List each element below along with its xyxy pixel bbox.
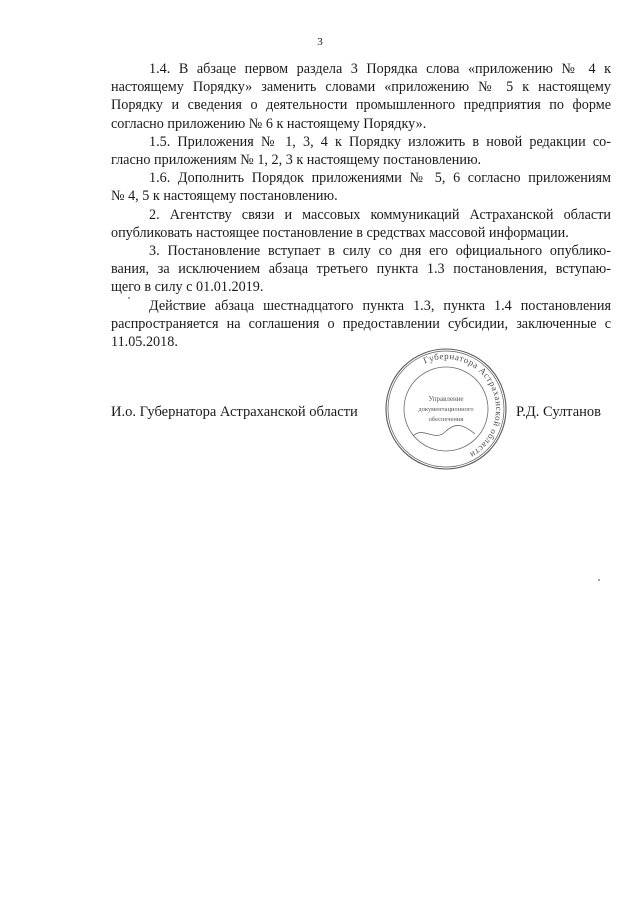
scan-speck [598,579,600,581]
seal-inner-line-2: документационного [418,406,474,413]
page-number: 3 [317,36,323,48]
signature-scribble [413,425,475,436]
signatory-position: И.о. Губернатора Астраханской области [111,404,358,420]
text-line: 11.05.2018. [111,334,178,351]
text-line: 1.6. Дополнить Порядок приложениями № 5, 6 согласно приложениям [149,170,611,187]
text-line: Порядку и сведения о деятельности промышленного предприятия по форме [111,97,611,114]
seal-inner-line-3: обеспечения [428,416,464,423]
text-line: настоящему Порядку» заменить словами «приложению № 5 к настоящему [111,79,611,96]
signatory-name: Р.Д. Султанов [516,404,601,420]
paragraph-1-5 [111,133,611,169]
scan-speck [128,297,130,299]
text-line: распространяется на соглашения о предоставлении субсидии, заключенные с [111,315,611,332]
document-body [111,60,611,351]
text-line: вания, за исключением абзаца третьего пункта 1.3 постановления, вступаю- [111,261,611,278]
paragraph-1-4 [111,60,611,133]
text-line: гласно приложениям № 1, 2, 3 к настоящему постановлению. [111,152,482,169]
text-line: согласно приложению № 6 к настоящему Порядку». [111,115,427,132]
text-line: 2. Агентству связи и массовых коммуникаций Астраханской области [149,206,611,223]
text-line: 1.5. Приложения № 1, 3, 4 к Порядку изложить в новой редакции со- [149,133,611,150]
paragraph-2 [111,206,611,242]
text-line: 3. Постановление вступает в силу со дня его официального опублико- [149,243,611,260]
official-seal [383,346,509,472]
text-line: № 4, 5 к настоящему постановлению. [111,188,338,205]
paragraph-effect [111,297,611,352]
text-line: Действие абзаца шестнадцатого пункта 1.3, пункта 1.4 постановления [149,297,611,314]
seal-inner-line-1: Управление [428,395,464,403]
text-line: щего в силу с 01.01.2019. [111,279,264,296]
paragraph-3 [111,242,611,297]
text-line: 1.4. В абзаце первом раздела 3 Порядка слова «приложению № 4 к [149,61,611,77]
text-line: опубликовать настоящее постановление в средствах массовой информации. [111,224,569,241]
seal-outer-textpath: Губернатора Астраханской области [421,350,505,461]
paragraph-1-6 [111,169,611,205]
